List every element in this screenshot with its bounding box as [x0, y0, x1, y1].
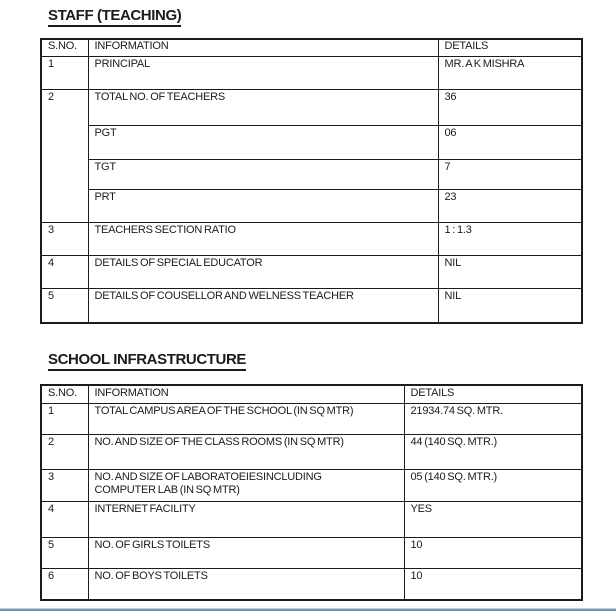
staff-header-details: DETAILS [438, 39, 582, 56]
staff-header-information: INFORMATION [88, 39, 438, 56]
infrastructure-section-title-text: SCHOOL INFRASTRUCTURE [48, 351, 246, 371]
sno-cell: 4 [41, 255, 88, 288]
info-cell [88, 469, 404, 501]
info-cell: DETAILS OF COUSELLOR AND WELNESS TEACHER [88, 288, 438, 323]
infrastructure-table [40, 384, 583, 601]
details-cell: MR. A K MISHRA [438, 56, 582, 89]
infra-header-details: DETAILS [404, 385, 582, 403]
info-cell: NO. OF BOYS TOILETS [88, 568, 404, 600]
info-cell: INTERNET FACILITY [88, 501, 404, 537]
info-cell: TOTAL CAMPUS AREA OF THE SCHOOL (IN SQ MTR) [88, 403, 404, 434]
staff-header-sno: S.NO. [41, 39, 88, 56]
sno-cell: 2 [41, 434, 88, 469]
staff-table [40, 38, 583, 324]
details-cell: 7 [438, 159, 582, 189]
sno-cell: 5 [41, 537, 88, 568]
info-cell: NO. AND SIZE OF THE CLASS ROOMS (IN SQ MTR) [88, 434, 404, 469]
details-cell: 36 [438, 89, 582, 125]
sno-cell: 5 [41, 288, 88, 323]
table-row [41, 189, 582, 222]
details-cell: NIL [438, 288, 582, 323]
info-cell: PRINCIPAL [88, 56, 438, 89]
infra-header-sno: S.NO. [41, 385, 88, 403]
details-cell: 05 (140 SQ. MTR.) [404, 469, 582, 501]
table-row [41, 469, 582, 501]
table-row [41, 434, 582, 469]
table-row [41, 288, 582, 323]
details-cell: 10 [404, 537, 582, 568]
info-cell: PGT [88, 125, 438, 159]
infra-header-row [41, 385, 582, 403]
table-row [41, 537, 582, 568]
sno-cell: 3 [41, 469, 88, 501]
sno-cell: 6 [41, 568, 88, 600]
info-cell: PRT [88, 189, 438, 222]
table-row [41, 255, 582, 288]
sno-cell: 3 [41, 222, 88, 255]
details-cell: 06 [438, 125, 582, 159]
table-row [41, 501, 582, 537]
table-row [41, 56, 582, 89]
info-line1: NO. AND SIZE OF LABORATOEIESINCLUDING [94, 470, 322, 483]
details-cell: YES [404, 501, 582, 537]
infrastructure-section-title [48, 351, 246, 371]
table-row [41, 125, 582, 159]
info-cell: NO. OF GIRLS TOILETS [88, 537, 404, 568]
info-cell: DETAILS OF SPECIAL EDUCATOR [88, 255, 438, 288]
info-line2: COMPUTER LAB (IN SQ MTR) [94, 483, 240, 496]
table-row [41, 568, 582, 600]
details-cell: 21934.74 SQ. MTR. [404, 403, 582, 434]
info-cell: TOTAL NO. OF TEACHERS [88, 89, 438, 125]
infra-header-information: INFORMATION [88, 385, 404, 403]
staff-section-title-text: STAFF (TEACHING) [48, 7, 181, 27]
details-cell: NIL [438, 255, 582, 288]
window-edge-bar [0, 608, 616, 611]
table-row [41, 403, 582, 434]
staff-section-title [48, 7, 181, 27]
sno-cell: 1 [41, 56, 88, 89]
details-cell: 44 (140 SQ. MTR.) [404, 434, 582, 469]
table-row [41, 222, 582, 255]
details-cell: 10 [404, 568, 582, 600]
table-row [41, 89, 582, 125]
info-cell: TEACHERS SECTION RATIO [88, 222, 438, 255]
staff-header-row [41, 39, 582, 56]
sno-cell: 1 [41, 403, 88, 434]
details-cell: 1 : 1.3 [438, 222, 582, 255]
info-cell: TGT [88, 159, 438, 189]
sno-cell-merged: 2 [41, 89, 88, 222]
details-cell: 23 [438, 189, 582, 222]
sno-cell: 4 [41, 501, 88, 537]
table-row [41, 159, 582, 189]
